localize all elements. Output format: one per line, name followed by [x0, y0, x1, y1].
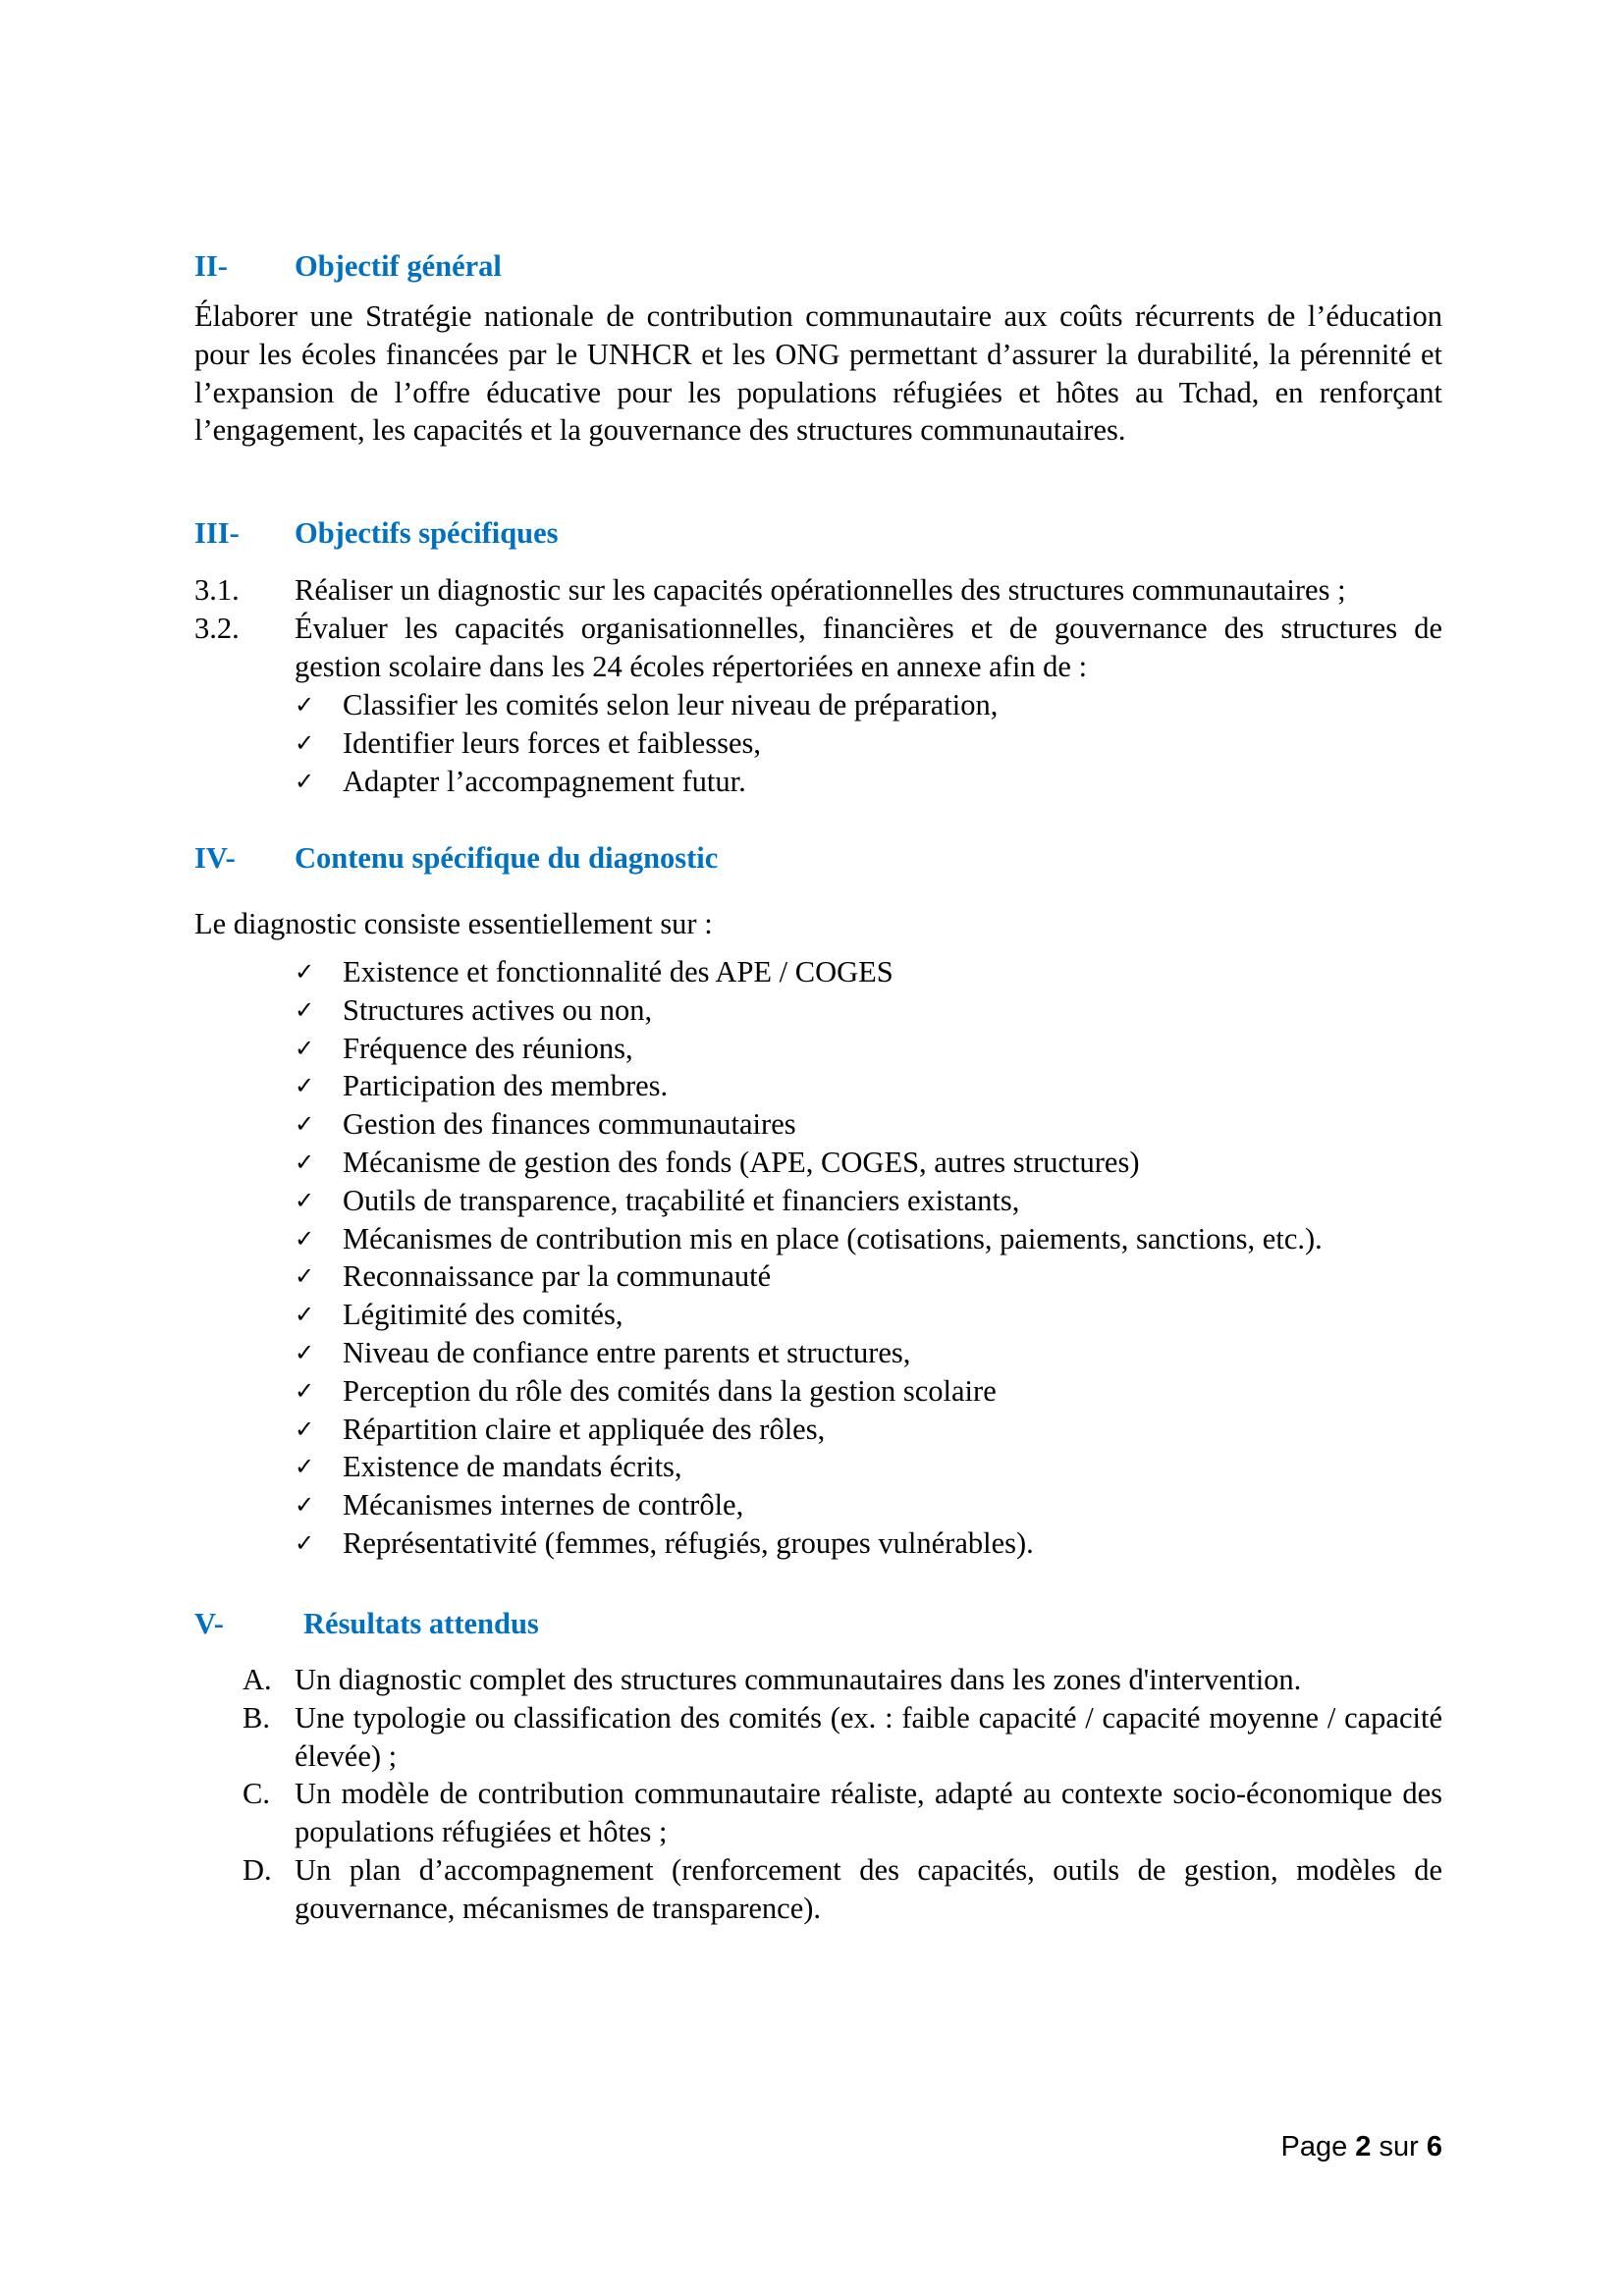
result-item — [243, 1775, 1442, 1851]
checklist-item — [295, 763, 998, 801]
checklist-item-text: Reconnaissance par la communauté — [343, 1259, 772, 1294]
check-icon: ✓ — [295, 1376, 315, 1405]
item-number: 3.1. — [194, 573, 240, 607]
numbered-item — [194, 571, 1442, 610]
checklist-item — [295, 1334, 1323, 1372]
checklist-item-text: Niveau de confiance entre parents et structures, — [343, 1335, 911, 1369]
checklist-item-text: Identifier leurs forces et faiblesses, — [343, 725, 761, 760]
section-number: III- — [194, 516, 240, 550]
objectifs-checklist — [295, 686, 998, 800]
page-word: Page — [1280, 2131, 1348, 2163]
check-icon: ✓ — [295, 1110, 315, 1139]
check-icon: ✓ — [295, 1415, 315, 1443]
checklist-item-text: Existence de mandats écrits, — [343, 1450, 682, 1484]
checklist-item-text: Représentativité (femmes, réfugiés, groupes vulnérables). — [343, 1525, 1034, 1560]
check-icon: ✓ — [295, 1528, 315, 1557]
check-icon: ✓ — [295, 995, 315, 1024]
checklist-item-text: Gestion des finances communautaires — [343, 1107, 796, 1142]
checklist-item-text: Mécanismes internes de contrôle, — [343, 1488, 744, 1522]
current-page: 2 — [1355, 2131, 1372, 2163]
checklist-item — [295, 991, 1323, 1030]
objectif-general-paragraph: Élaborer une Stratégie nationale de contribution communautaire aux coûts récurrents de l’éducation pour les écoles financées par le UNHCR et les ONG permettant d’assurer la durabilité, la pérennité et l’expansion de l’offre éducative pour les populations réfugiées et hôtes au Tchad, en renforçant l’engagement, les capacités et la gouvernance des structures communautaires. — [194, 299, 1442, 448]
checklist-item-text: Classifier les comités selon leur niveau de préparation, — [343, 688, 999, 721]
checklist-item-text: Existence et fonctionnalité des APE / COGES — [343, 955, 893, 988]
checklist-item-text: Mécanisme de gestion des fonds (APE, COGES, autres structures) — [343, 1145, 1140, 1179]
item-letter: B. — [243, 1700, 270, 1735]
checklist-item — [295, 1296, 1323, 1334]
item-letter: C. — [243, 1777, 270, 1811]
checklist-item — [295, 686, 998, 724]
check-icon: ✓ — [295, 691, 315, 719]
item-text: Une typologie ou classification des comités (ex. : faible capacité / capacité moyenne / capacité élevée) ; — [295, 1700, 1442, 1773]
checklist-item-text: Outils de transparence, traçabilité et financiers existants, — [343, 1183, 1020, 1217]
checklist-item — [295, 1030, 1323, 1068]
checklist-item — [295, 953, 1323, 991]
result-item — [243, 1661, 1442, 1699]
checklist-item-text: Structures actives ou non, — [343, 992, 653, 1027]
check-icon: ✓ — [295, 1453, 315, 1481]
check-icon: ✓ — [295, 767, 315, 795]
diagnostic-intro: Le diagnostic consiste essentiellement sur : — [194, 907, 713, 940]
section-number: II- — [194, 249, 228, 283]
item-text: Un diagnostic complet des structures communautaires dans les zones d'intervention. — [295, 1663, 1302, 1696]
check-icon: ✓ — [295, 1491, 315, 1520]
item-text: Un modèle de contribution communautaire réaliste, adapté au contexte socio-économique des populations réfugiées et hôtes ; — [295, 1777, 1442, 1849]
check-icon: ✓ — [295, 1262, 315, 1291]
page-number-footer — [1281, 2128, 1443, 2166]
of-word: sur — [1379, 2131, 1419, 2163]
checklist-item — [295, 1067, 1323, 1105]
check-icon: ✓ — [295, 728, 315, 757]
check-icon: ✓ — [295, 1148, 315, 1176]
checklist-item-text: Mécanismes de contribution mis en place (cotisations, paiements, sanctions, etc.). — [343, 1221, 1323, 1255]
check-icon: ✓ — [295, 1072, 315, 1100]
checklist-item — [295, 1105, 1323, 1144]
diagnostic-checklist — [295, 953, 1323, 1563]
checklist-item — [295, 1144, 1323, 1182]
item-letter: D. — [243, 1852, 272, 1887]
item-letter: A. — [243, 1663, 272, 1696]
check-icon: ✓ — [295, 1034, 315, 1062]
resultats-list — [243, 1661, 1442, 1928]
section-title: Résultats attendus — [303, 1607, 539, 1640]
check-icon: ✓ — [295, 1301, 315, 1329]
checklist-item-text: Adapter l’accompagnement futur. — [343, 764, 746, 798]
checklist-item-text: Répartition claire et appliquée des rôles, — [343, 1412, 826, 1446]
checklist-item — [295, 1372, 1323, 1411]
checklist-item — [295, 1448, 1323, 1486]
section-number: V- — [194, 1607, 224, 1640]
item-text: Un plan d’accompagnement (renforcement des capacités, outils de gestion, modèles de gouvernance, mécanismes de transparence). — [295, 1852, 1442, 1925]
check-icon: ✓ — [295, 1186, 315, 1214]
checklist-item-text: Perception du rôle des comités dans la gestion scolaire — [343, 1373, 997, 1408]
check-icon: ✓ — [295, 1224, 315, 1253]
checklist-item-text: Participation des membres. — [343, 1069, 669, 1103]
item-text: Réaliser un diagnostic sur les capacités opérationnelles des structures communautaires ; — [295, 573, 1346, 607]
checklist-item-text: Fréquence des réunions, — [343, 1031, 633, 1065]
numbered-item — [194, 610, 1442, 686]
result-item — [243, 1851, 1442, 1928]
section-number: IV- — [194, 841, 236, 875]
checklist-item — [295, 1486, 1323, 1524]
result-item — [243, 1699, 1442, 1776]
checklist-item — [295, 1182, 1323, 1220]
section-title: Contenu spécifique du diagnostic — [295, 841, 719, 875]
check-icon: ✓ — [295, 958, 315, 986]
checklist-item — [295, 1411, 1323, 1449]
total-pages: 6 — [1426, 2131, 1442, 2163]
item-number: 3.2. — [194, 612, 240, 645]
checklist-item — [295, 1524, 1323, 1563]
section-title: Objectif général — [295, 249, 502, 283]
checklist-item — [295, 724, 998, 763]
check-icon: ✓ — [295, 1338, 315, 1366]
checklist-item — [295, 1257, 1323, 1296]
item-text: Évaluer les capacités organisationnelles, financières et de gouvernance des structures de gestion scolaire dans les 24 écoles répertoriées en annexe afin de : — [295, 612, 1442, 683]
section-title: Objectifs spécifiques — [295, 516, 559, 550]
checklist-item — [295, 1220, 1323, 1258]
checklist-item-text: Légitimité des comités, — [343, 1298, 623, 1332]
